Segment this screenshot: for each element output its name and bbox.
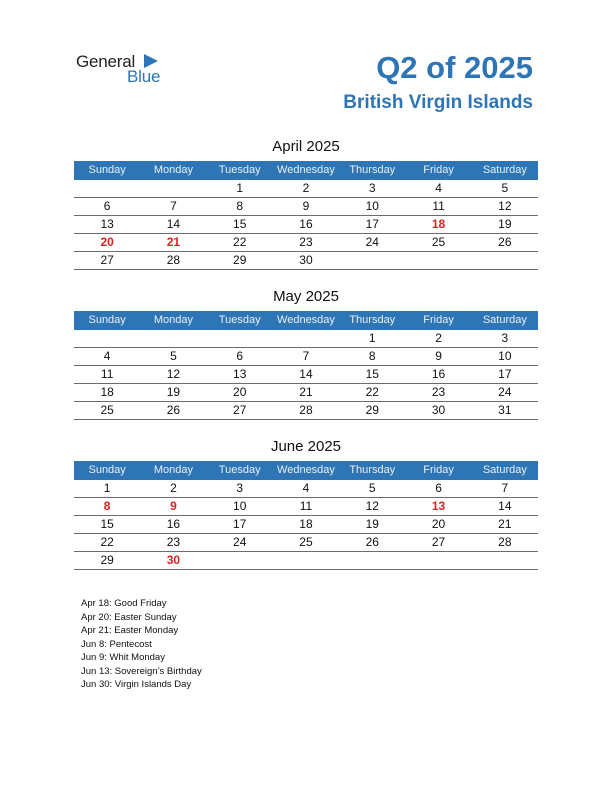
day-cell: 20 [431, 517, 446, 531]
day-cell: 18 [299, 517, 313, 531]
day-cell: 18 [431, 217, 446, 231]
day-cell: 6 [103, 199, 111, 213]
day-cell: 15 [233, 217, 247, 231]
day-cell [74, 330, 140, 347]
weekday-label: Thursday [349, 464, 396, 476]
day-cell: 1 [368, 331, 376, 345]
day-cell: 10 [498, 349, 512, 363]
day-cell [472, 252, 538, 269]
day-cell: 24 [498, 385, 512, 399]
day-cell: 2 [302, 181, 310, 195]
week-row [74, 402, 538, 420]
day-cell: 16 [299, 217, 313, 231]
day-cell: 13 [233, 367, 247, 381]
day-cell: 11 [100, 367, 114, 381]
day-cell: 10 [365, 199, 379, 213]
day-cell: 20 [100, 235, 114, 249]
day-cell: 27 [233, 403, 247, 417]
month-title: May 2025 [273, 288, 339, 305]
weekday-label: Tuesday [218, 164, 261, 176]
day-cell: 25 [431, 235, 446, 249]
day-cell [207, 330, 273, 347]
day-cell: 11 [432, 199, 445, 213]
day-cell: 2 [435, 331, 442, 345]
day-cell: 27 [100, 253, 114, 267]
weekday-header [74, 311, 538, 330]
day-cell: 4 [435, 181, 442, 195]
day-cell: 25 [299, 535, 313, 549]
day-cell: 26 [498, 235, 512, 249]
day-cell: 3 [501, 331, 509, 345]
day-cell: 27 [431, 535, 446, 549]
day-cell: 5 [368, 481, 376, 495]
weekday-label: Monday [153, 464, 193, 476]
week-row [74, 180, 538, 198]
weekday-label: Sunday [88, 464, 126, 476]
day-cell: 14 [166, 217, 181, 231]
holiday-note: Apr 20: Easter Sunday [81, 611, 177, 623]
day-cell: 10 [233, 499, 247, 513]
weekday-label: Wednesday [277, 164, 335, 176]
holiday-note: Jun 8: Pentecost [81, 638, 152, 650]
day-cell [140, 330, 206, 347]
holiday-note: Apr 18: Good Friday [81, 598, 167, 609]
day-cell: 5 [170, 349, 177, 363]
day-cell: 7 [170, 199, 177, 213]
day-cell: 12 [166, 367, 181, 381]
day-cell [339, 552, 405, 569]
day-cell [207, 552, 273, 569]
day-cell: 8 [103, 499, 111, 513]
weekday-label: Friday [423, 164, 454, 176]
day-cell: 30 [166, 553, 181, 567]
day-cell: 26 [166, 403, 181, 417]
day-cell: 24 [365, 235, 379, 249]
day-cell: 6 [435, 481, 442, 495]
week-row [74, 534, 538, 552]
week-row [74, 234, 538, 252]
day-cell: 6 [236, 349, 244, 363]
weekday-label: Tuesday [218, 314, 261, 326]
day-cell: 19 [365, 517, 379, 531]
weekday-label: Wednesday [277, 314, 335, 326]
day-cell: 29 [233, 253, 247, 267]
day-cell: 8 [236, 199, 244, 213]
day-cell: 23 [299, 235, 313, 249]
day-cell [273, 330, 339, 347]
weekday-label: Thursday [349, 164, 396, 176]
day-cell: 1 [236, 181, 244, 195]
day-cell [472, 552, 538, 569]
day-cell: 29 [365, 403, 379, 417]
holiday-note: Jun 9: Whit Monday [81, 652, 165, 663]
day-cell: 20 [233, 385, 247, 399]
day-cell: 8 [368, 349, 376, 363]
day-cell: 28 [498, 535, 512, 549]
day-cell: 9 [302, 199, 310, 213]
week-row [74, 384, 538, 402]
day-cell: 4 [302, 481, 310, 495]
day-cell: 2 [170, 481, 177, 495]
day-cell: 22 [100, 535, 114, 549]
day-cell: 7 [302, 349, 310, 363]
day-cell: 24 [233, 535, 247, 549]
day-cell: 16 [166, 517, 181, 531]
day-cell: 23 [431, 385, 446, 399]
month-calendar [74, 286, 538, 420]
logo [76, 52, 176, 88]
day-cell: 30 [299, 253, 313, 267]
week-row [74, 498, 538, 516]
weekday-label: Thursday [349, 314, 396, 326]
page-title: Q2 of 2025 [376, 50, 533, 85]
week-row [74, 198, 538, 216]
day-cell: 30 [431, 403, 446, 417]
day-cell: 28 [299, 403, 313, 417]
day-cell: 11 [299, 499, 313, 513]
day-cell: 13 [431, 499, 446, 513]
day-cell: 5 [501, 181, 509, 195]
weekday-label: Monday [153, 164, 193, 176]
day-cell: 14 [498, 499, 512, 513]
day-cell: 15 [100, 517, 114, 531]
week-row [74, 516, 538, 534]
week-row [74, 252, 538, 270]
day-cell [273, 552, 339, 569]
day-cell: 7 [501, 481, 509, 495]
week-row [74, 216, 538, 234]
country-subtitle: British Virgin Islands [343, 92, 533, 113]
day-cell [405, 252, 471, 269]
weekday-label: Friday [423, 314, 454, 326]
day-cell: 22 [233, 235, 247, 249]
day-cell: 19 [498, 217, 512, 231]
day-cell: 22 [365, 385, 379, 399]
day-cell: 21 [299, 385, 313, 399]
day-cell: 19 [166, 385, 181, 399]
logo-general-text: General [76, 52, 136, 71]
month-calendar [74, 436, 538, 570]
week-row [74, 348, 538, 366]
day-cell: 31 [498, 403, 512, 417]
day-cell: 26 [365, 535, 379, 549]
holiday-note: Jun 13: Sovereign’s Birthday [81, 665, 202, 677]
day-cell: 28 [166, 253, 181, 267]
weekday-header [74, 461, 538, 480]
weekday-label: Saturday [482, 164, 527, 176]
weekday-label: Saturday [482, 314, 527, 326]
week-row [74, 330, 538, 348]
logo-blue-text: Blue [127, 67, 161, 86]
weekday-label: Tuesday [218, 464, 261, 476]
day-cell: 21 [166, 235, 181, 249]
week-row [74, 480, 538, 498]
day-cell: 13 [100, 217, 114, 231]
day-cell: 21 [498, 517, 512, 531]
day-cell [339, 252, 405, 269]
month-title: June 2025 [270, 438, 342, 455]
weekday-header [74, 161, 538, 180]
weekday-label: Monday [153, 314, 193, 326]
day-cell [140, 180, 206, 197]
week-row [74, 552, 538, 570]
holiday-note: Jun 30: Virgin Islands Day [81, 679, 192, 690]
holiday-notes [81, 597, 202, 692]
day-cell: 12 [365, 499, 379, 513]
month-title: April 2025 [272, 138, 340, 155]
day-cell: 1 [103, 481, 111, 495]
weekday-label: Friday [423, 464, 454, 476]
day-cell: 15 [365, 367, 379, 381]
day-cell [74, 180, 140, 197]
logo-flag-icon [144, 54, 158, 68]
day-cell: 4 [103, 349, 111, 363]
weekday-label: Wednesday [277, 464, 335, 476]
day-cell: 12 [498, 199, 512, 213]
day-cell: 14 [299, 367, 313, 381]
day-cell: 9 [435, 349, 442, 363]
week-row [74, 366, 538, 384]
day-cell: 17 [365, 217, 379, 231]
weekday-label: Sunday [88, 314, 126, 326]
day-cell: 18 [100, 385, 114, 399]
holiday-note: Apr 21: Easter Monday [81, 625, 179, 636]
day-cell: 16 [431, 367, 446, 381]
day-cell: 9 [170, 499, 177, 513]
day-cell: 3 [368, 181, 376, 195]
day-cell [405, 552, 471, 569]
day-cell: 25 [100, 403, 114, 417]
day-cell: 17 [498, 367, 512, 381]
weekday-label: Sunday [88, 164, 126, 176]
weekday-label: Saturday [482, 464, 527, 476]
day-cell: 17 [233, 517, 247, 531]
month-calendar [74, 136, 538, 270]
day-cell: 3 [236, 481, 244, 495]
day-cell: 29 [100, 553, 114, 567]
day-cell: 23 [166, 535, 181, 549]
